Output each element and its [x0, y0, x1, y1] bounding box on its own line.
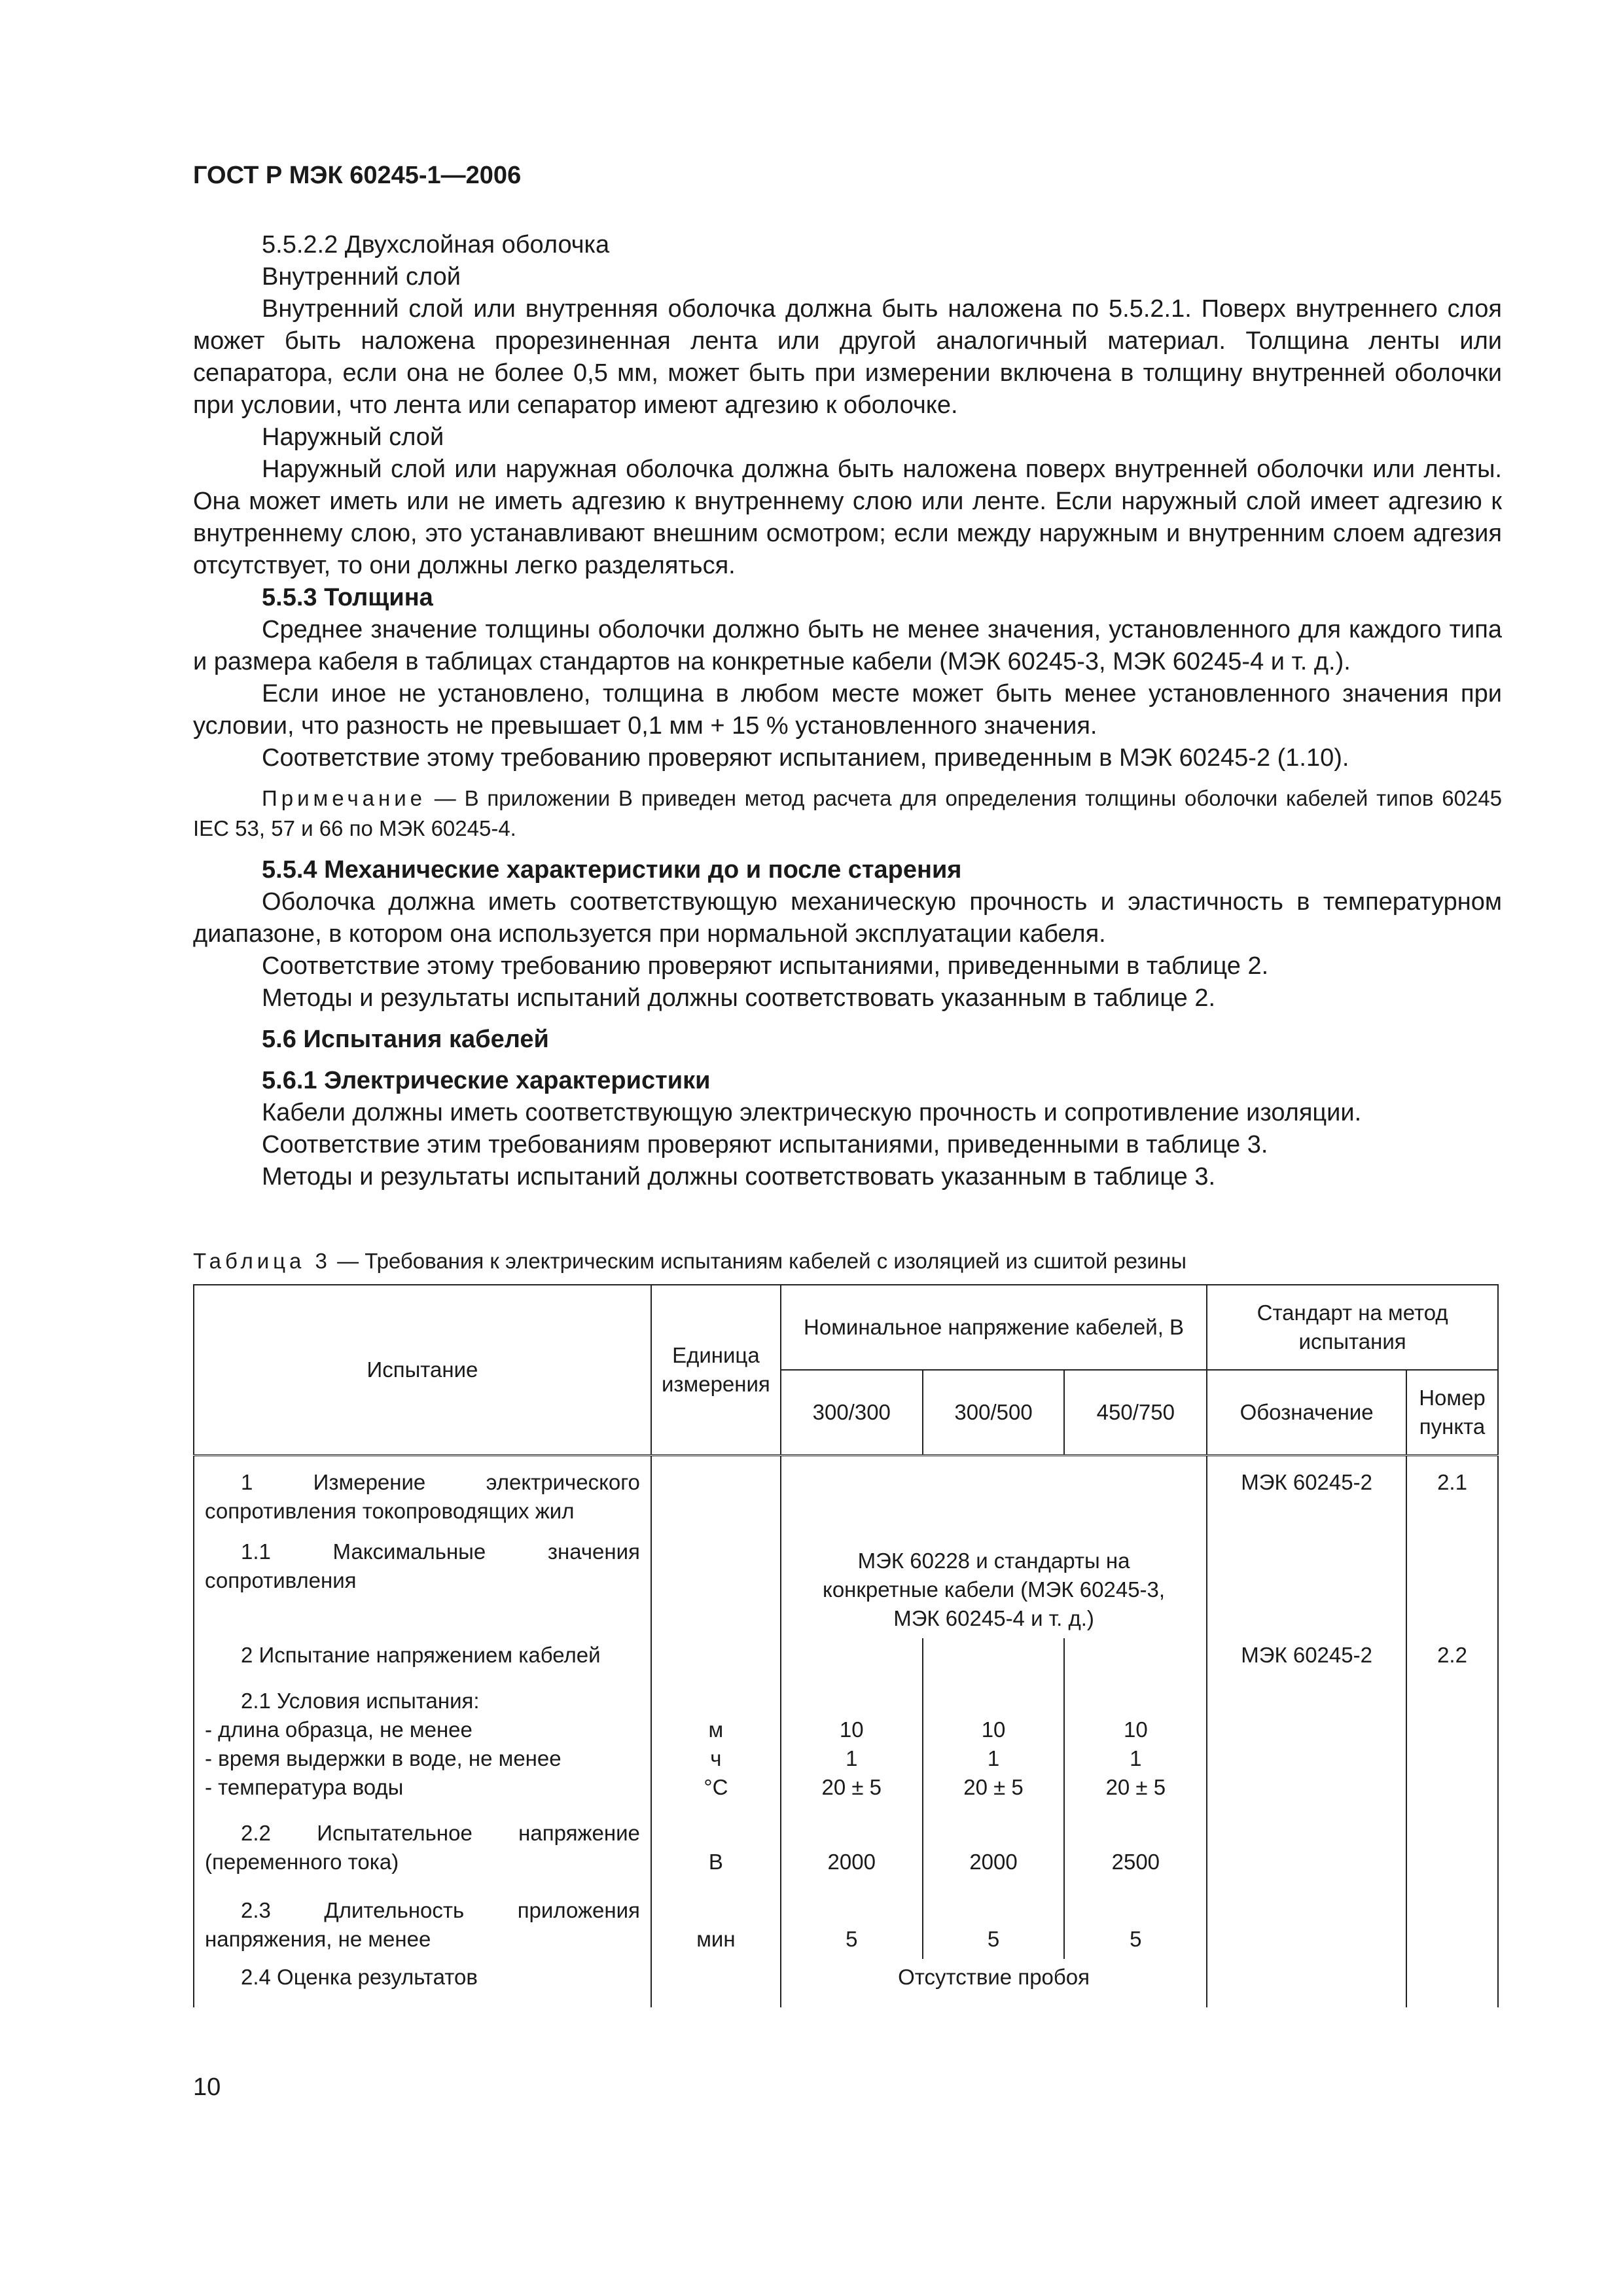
row-2-1-value: 10 — [981, 1717, 1006, 1742]
row-2-1-value: 20 ± 5 — [1105, 1775, 1166, 1799]
row-1-standard: МЭК 60245-2 — [1207, 1456, 1406, 1532]
row-2-3-name: 2.3 Длительность приложения напряжения, не менее — [205, 1898, 640, 1951]
note — [193, 783, 1502, 844]
row-2-4-value: Отсутствие пробоя — [781, 1959, 1207, 2007]
row-2-2-value: 2500 — [1064, 1807, 1207, 1882]
row-2-3-value: 5 — [781, 1882, 923, 1959]
section-5-6-1-title: 5.6.1 Электрические характеристики — [262, 1067, 711, 1094]
header-nominal-voltage: Номинальное напряжение кабелей, В — [781, 1285, 1207, 1370]
row-2-standard: МЭК 60245-2 — [1207, 1638, 1406, 1675]
section-5-6-1-paragraph: Методы и результаты испытаний должны соответствовать указанным в таблице 3. — [262, 1163, 1216, 1191]
table-row — [194, 1882, 1498, 1959]
body-text — [193, 229, 1502, 1193]
row-2-3-value: 5 — [1064, 1882, 1207, 1959]
header-clause: Номер пункта — [1406, 1370, 1498, 1456]
row-2-1-value: 1 — [1130, 1746, 1142, 1770]
table-row — [194, 1638, 1498, 1675]
row-2-1-value: 1 — [846, 1746, 858, 1770]
section-5-5-2-2-title: 5.5.2.2 Двухслойная оболочка — [262, 231, 610, 259]
header-voltage-450-750: 450/750 — [1064, 1370, 1207, 1456]
table-caption — [193, 1249, 1186, 1274]
table-row — [194, 1456, 1498, 1532]
row-2-1-value: 20 ± 5 — [821, 1775, 882, 1799]
row-2-1-value: 10 — [1123, 1717, 1148, 1742]
section-5-6-title: 5.6 Испытания кабелей — [262, 1026, 549, 1053]
section-5-6-1-paragraph: Соответствие этим требованиям проверяют испытаниями, приведенными в таблице 3. — [262, 1131, 1268, 1158]
section-5-5-3-paragraph: Среднее значение толщины оболочки должно быть не менее значения, установленного для каждого типа и размера кабеля в таблицах стандартов на конкретные кабели (МЭК 60245-3, МЭК 60245-4 и т. д.). — [193, 616, 1502, 675]
section-5-5-4-paragraph: Оболочка должна иметь соответствующую механическую прочность и эластичность в температурном диапазоне, в котором она используется при нормальной эксплуатации кабеля. — [193, 888, 1502, 948]
row-1-name: 1 Измерение электрического сопротивления токопроводящих жил — [205, 1470, 640, 1523]
table-row — [194, 1675, 1498, 1807]
row-2-4-name: 2.4 Оценка результатов — [241, 1965, 478, 1989]
section-5-5-3-paragraph: Если иное не установлено, толщина в любом месте может быть менее установленного значения при условии, что разность не превышает 0,1 мм + 15 % установленного значения. — [193, 680, 1502, 740]
section-5-5-4-paragraph: Соответствие этому требованию проверяют испытаниями, приведенными в таблице 2. — [262, 952, 1269, 980]
note-text: — В приложении В приведен метод расчета для определения толщины оболочки кабелей типов 60245 IEC 53, 57 и 66 по МЭК 60245-4. — [193, 786, 1502, 840]
header-test: Испытание — [194, 1285, 651, 1456]
section-5-5-3-title: 5.5.3 Толщина — [262, 584, 433, 611]
row-2-1-item: - длина образца, не менее — [205, 1717, 473, 1742]
row-2-2-value: 2000 — [781, 1807, 923, 1882]
row-1-clause: 2.1 — [1406, 1456, 1498, 1532]
header-standard: Стандарт на метод испытания — [1207, 1285, 1498, 1370]
row-2-1-value: 1 — [987, 1746, 1000, 1770]
row-2-3-value: 5 — [923, 1882, 1065, 1959]
row-2-1-item: - температура воды — [205, 1775, 404, 1799]
row-2-1-name: 2.1 Условия испытания: — [241, 1689, 480, 1713]
row-2-1-value: 20 ± 5 — [963, 1775, 1024, 1799]
outer-layer-text: Наружный слой или наружная оболочка должна быть наложена поверх внутренней оболочки или ленты. Она может иметь или не иметь адгезию к внутреннему слою или ленте. Если наружный слой имеет адгезию к внутреннему слою, это устанавливают внешним осмотром; если между наружным и внутренним слоем адгезия отсутствует, то они должны легко разделяться. — [193, 456, 1502, 579]
row-2-2-value: 2000 — [923, 1807, 1065, 1882]
table-caption-text: — Требования к электрическим испытаниям кабелей с изоляцией из сшитой резины — [337, 1249, 1186, 1273]
section-5-5-4-title: 5.5.4 Механические характеристики до и после старения — [262, 856, 962, 884]
row-2-name: 2 Испытание напряжением кабелей — [241, 1643, 601, 1667]
header-voltage-300-300: 300/300 — [781, 1370, 923, 1456]
section-5-5-4-paragraph: Методы и результаты испытаний должны соответствовать указанным в таблице 2. — [262, 984, 1216, 1012]
row-2-1-value: 10 — [839, 1717, 864, 1742]
row-2-1-unit: ч — [710, 1746, 722, 1770]
table-3 — [193, 1284, 1499, 2007]
row-2-1-unit: °С — [704, 1775, 728, 1799]
section-5-6-1-paragraph: Кабели должны иметь соответствующую электрическую прочность и сопротивление изоляции. — [262, 1099, 1362, 1126]
outer-layer-title: Наружный слой — [262, 423, 444, 451]
table-caption-label: Таблица 3 — [193, 1249, 331, 1273]
table-row — [194, 1531, 1498, 1638]
header-unit: Единица измерения — [651, 1285, 781, 1456]
row-2-1-item: - время выдержки в воде, не менее — [205, 1746, 562, 1770]
inner-layer-title: Внутренний слой — [262, 263, 461, 291]
inner-layer-text: Внутренний слой или внутренняя оболочка должна быть наложена по 5.5.2.1. Поверх внутреннего слоя может быть наложена прорезиненная лента или другой аналогичный материал. Толщина ленты или сепаратора, если она не более 0,5 мм, может быть при измерении включена в толщину внутренней оболочки при условии, что лента или сепаратор имеют адгезию к оболочке. — [193, 295, 1502, 419]
section-5-5-3-paragraph: Соответствие этому требованию проверяют испытанием, приведенным в МЭК 60245-2 (1.10). — [262, 744, 1349, 772]
row-2-1-unit: м — [708, 1717, 724, 1742]
document-header: ГОСТ Р МЭК 60245-1—2006 — [193, 162, 522, 189]
page-number: 10 — [193, 2073, 221, 2101]
row-1-1-value: МЭК 60228 и стандарты на конкретные кабели (МЭК 60245-3, МЭК 60245-4 и т. д.) — [781, 1531, 1207, 1638]
header-voltage-300-500: 300/500 — [923, 1370, 1065, 1456]
row-2-3-unit: мин — [651, 1882, 781, 1959]
header-designation: Обозначение — [1207, 1370, 1406, 1456]
row-2-2-name: 2.2 Испытательное напряжение (переменного тока) — [205, 1821, 640, 1874]
note-label: Примечание — [262, 786, 427, 810]
row-2-2-unit: В — [651, 1807, 781, 1882]
table-row — [194, 1959, 1498, 2007]
table-row — [194, 1807, 1498, 1882]
row-1-1-name: 1.1 Максимальные значения сопротивления — [205, 1539, 640, 1592]
row-2-clause: 2.2 — [1406, 1638, 1498, 1675]
